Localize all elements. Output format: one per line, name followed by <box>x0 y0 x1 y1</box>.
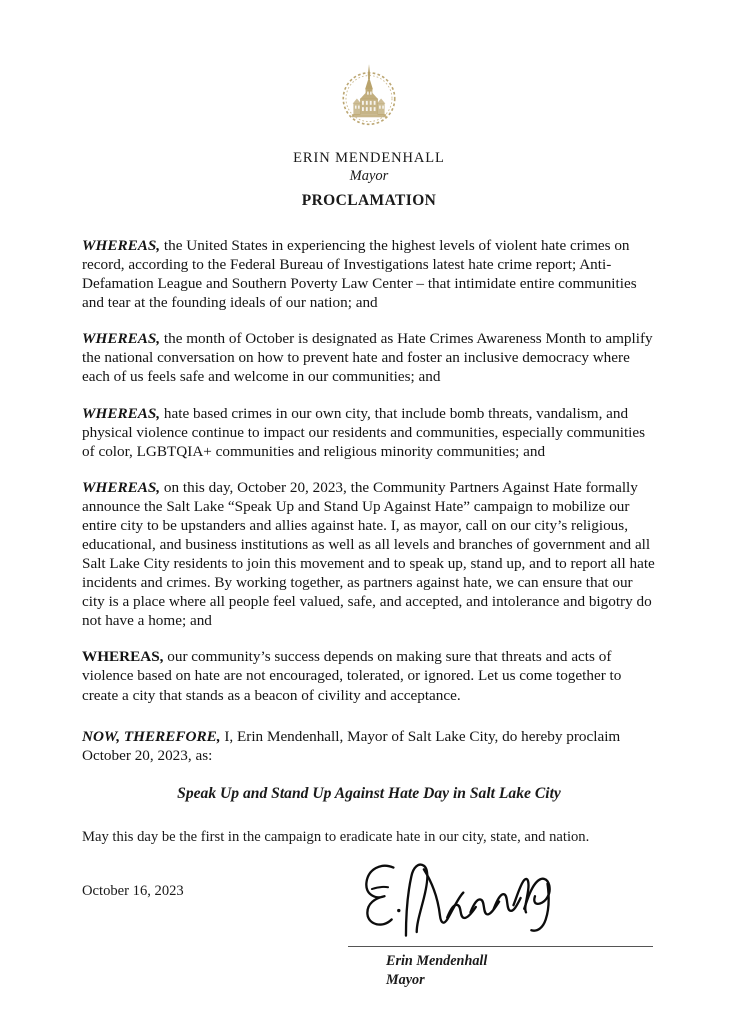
paragraph-lead-4: WHEREAS, <box>82 478 161 496</box>
whereas-paragraph-5 <box>82 647 656 704</box>
whereas-paragraph-3 <box>82 404 656 461</box>
page-title: PROCLAMATION <box>301 192 437 209</box>
salt-lake-city-seal-icon <box>330 58 408 136</box>
handwritten-signature-icon <box>354 852 569 944</box>
letterhead-mayor-title: Mayor <box>349 167 389 184</box>
paragraph-text-1: the United States in experiencing the highest levels of violent hate crimes on record, according to the Federal Bureau of Investigations latest hate crime report; Anti-Defamation League and Southern Poverty Law Center – that intimidate entire communities and tear at the founding ideals of our nation; and <box>82 237 637 312</box>
paragraph-lead-2: WHEREAS, <box>82 330 161 348</box>
now-therefore-paragraph <box>82 727 656 765</box>
paragraph-text-6: I, Erin Mendenhall, Mayor of Salt Lake City, do hereby proclaim October 20, 2023, as: <box>82 727 621 764</box>
document-body <box>82 236 656 900</box>
paragraph-text-4: on this day, October 20, 2023, the Community Partners Against Hate formally announce the Salt Lake “Speak Up and Stand Up Against Hate” campaign to mobilize our entire city to be upstanders and allies against hate. I, as mayor, call on our city’s religious, educational, and business institutions as well as all levels and branches of government and all Salt Lake City residents to join this movement and to speak up, stand up, and to report all hate incidents and crimes. By working together, as partners against hate, we can ensure that our city is a place where all people feel valued, safe, and accepted, and intolerance and bigotry do not have a home; and <box>82 478 655 630</box>
letterhead <box>0 58 738 185</box>
whereas-paragraph-2 <box>82 329 656 386</box>
document-date: October 16, 2023 <box>82 882 184 899</box>
paragraph-text-2: the month of October is designated as Hate Crimes Awareness Month to amplify the national conversation on how to prevent hate and foster an inclusive democracy where each of us feels safe and welcome in our communities; and <box>82 330 653 386</box>
whereas-paragraph-1 <box>82 236 656 312</box>
paragraph-lead-3: WHEREAS, <box>82 404 161 422</box>
signature-block <box>348 852 658 989</box>
paragraph-text-5: our community’s success depends on making sure that threats and acts of violence based on hate are not encouraged, tolerated, or ignored. Let us come together to create a city that stands as a beacon of civility and acceptance. <box>82 648 622 704</box>
signatory-role: Mayor <box>386 971 425 988</box>
closing-statement: May this day be the first in the campaign to eradicate hate in our city, state, and nation. <box>82 828 590 845</box>
letterhead-mayor-name: ERIN MENDENHALL <box>293 150 445 166</box>
proclamation-day-title: Speak Up and Stand Up Against Hate Day in Salt Lake City <box>177 784 561 802</box>
signature-rule <box>348 946 653 947</box>
paragraph-text-3: hate based crimes in our own city, that include bomb threats, vandalism, and physical violence continue to impact our residents and communities, especially communities of color, LGBTQIA+ communities and religious minority communities; and <box>82 404 646 460</box>
paragraph-lead-5: WHEREAS, <box>82 648 164 666</box>
whereas-paragraph-4 <box>82 478 656 631</box>
signatory-name: Erin Mendenhall <box>386 953 488 969</box>
paragraph-lead-6: NOW, THEREFORE, <box>82 727 221 745</box>
paragraph-lead-1: WHEREAS, <box>82 237 161 254</box>
